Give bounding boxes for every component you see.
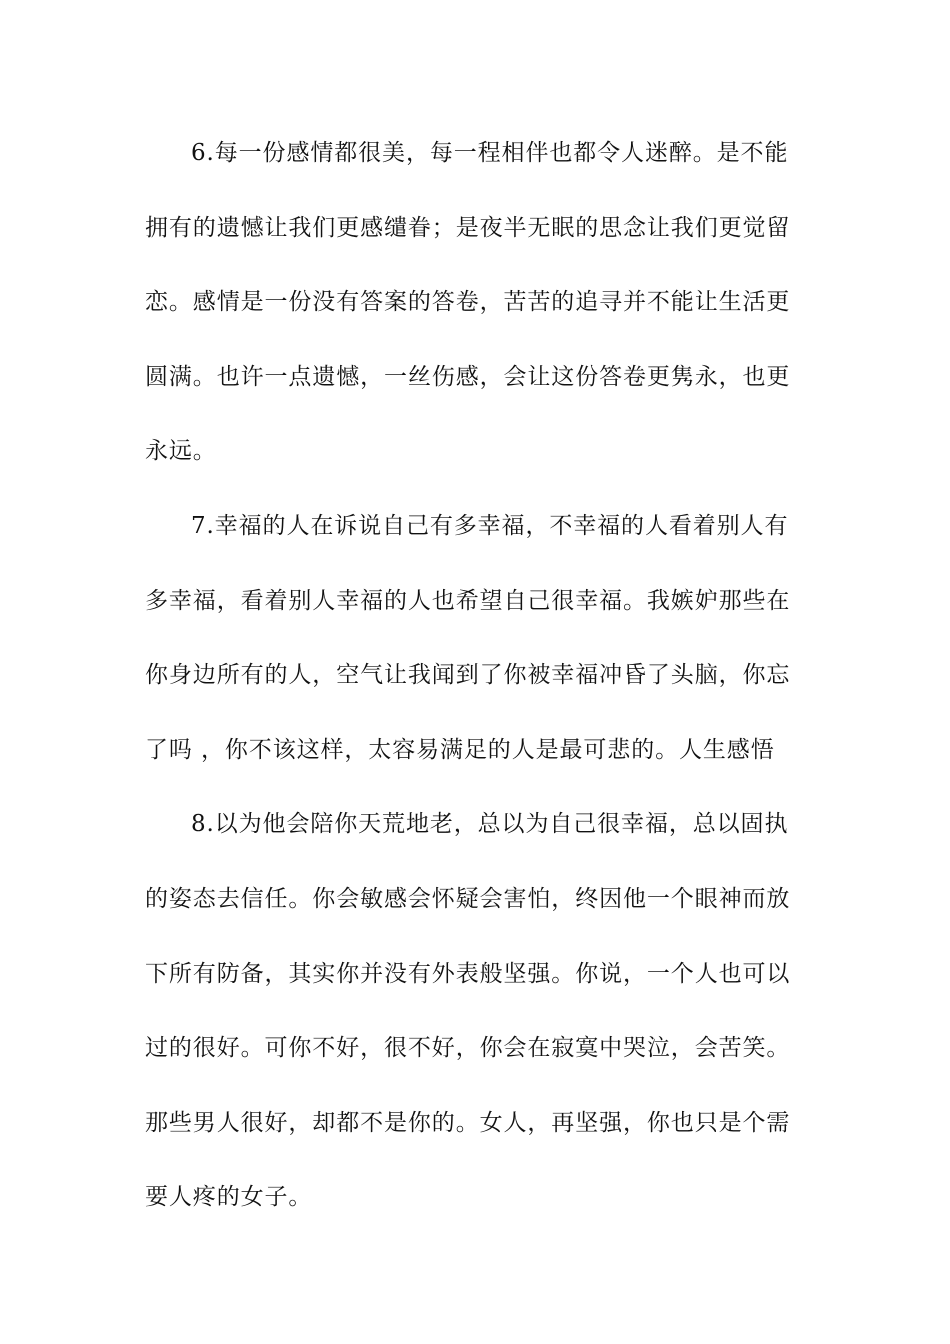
document-body — [145, 130, 815, 1249]
paragraph-6-line-3: 恋。感情是一份没有答案的答卷，苦苦的追寻并不能让生活更 — [145, 289, 791, 316]
paragraph-7-line-1: 7.幸福的人在诉说自己有多幸福，不幸福的人看着别人有 — [191, 512, 789, 539]
paragraph-8-line-3: 下所有防备，其实你并没有外表般坚强。你说，一个人也可以 — [145, 960, 791, 987]
paragraph-8-line-5: 那些男人很好，却都不是你的。女人，再坚强，你也只是个需 — [145, 1109, 791, 1136]
paragraph-7-line-2: 多幸福，看着别人幸福的人也希望自己很幸福。我嫉妒那些在 — [145, 587, 791, 614]
paragraph-8-line-6: 要人疼的女子。 — [145, 1184, 313, 1211]
paragraph-6-line-5: 永远。 — [145, 438, 217, 465]
paragraph-7-line-3: 你身边所有的人，空气让我闻到了你被幸福冲昏了头脑，你忘 — [145, 662, 791, 689]
paragraph-7-line-4: 了吗 ，你不该这样，太容易满足的人是最可悲的。人生感悟 — [145, 736, 775, 763]
paragraph-8-line-4: 过的很好。可你不好，很不好，你会在寂寞中哭泣，会苦笑。 — [145, 1035, 791, 1062]
paragraph-6-line-2: 拥有的遗憾让我们更感缱眷；是夜半无眠的思念让我们更觉留 — [145, 214, 791, 241]
paragraph-6-line-4: 圆满。也许一点遗憾，一丝伤感，会让这份答卷更隽永，也更 — [145, 363, 791, 390]
paragraph-8-line-2: 的姿态去信任。你会敏感会怀疑会害怕，终因他一个眼神而放 — [145, 885, 791, 912]
paragraph-6-line-1: 6.每一份感情都很美，每一程相伴也都令人迷醉。是不能 — [191, 140, 789, 166]
paragraph-8-line-1: 8.以为他会陪你天荒地老，总以为自己很幸福，总以固执 — [191, 811, 789, 838]
